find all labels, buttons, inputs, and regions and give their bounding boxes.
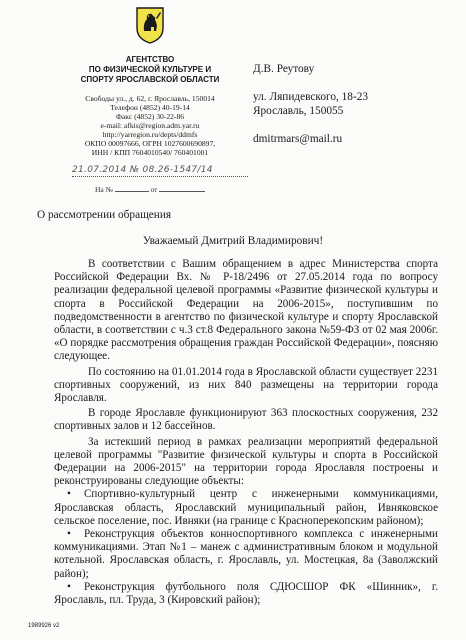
list-item (54, 581, 438, 607)
agency-inn-kpp: ИНН / КПП 7604010540/ 760401001 (91, 148, 209, 157)
body-paragraph: В городе Ярославле функционируют 363 плоскостных сооружения, 232 спортивных залов и 12 бассейнов. (54, 407, 438, 433)
letter-subject: О рассмотрении обращения (37, 209, 172, 221)
yaroslavl-bear-crest-icon (135, 6, 165, 44)
agency-phone: Телефон (4852) 40-19-14 (110, 103, 190, 112)
agency-okpo-ogrn: ОКПО 00097666, ОГРН 1027600690897, (84, 139, 216, 148)
agency-email: e-mail: afkis@region.adm.yar.ru (100, 121, 200, 130)
agency-title-line: СПОРТУ ЯРОСЛАВСКОЙ ОБЛАСТИ (80, 75, 220, 84)
list-item-text: Реконструкция объектов конноспортивного комплекса с инженерными коммуникациями. Этап №1 – манеж с административным блоком и модульной котельной. Ярославская область, г. Ярославль, ул. Мостецкая, 8а (Заволжский район); (54, 528, 438, 580)
agency-website: http://yarregion.ru/depts/ddmfs (102, 130, 198, 139)
bullet-icon: • (67, 528, 71, 541)
reference-number-blank (115, 184, 149, 192)
agency-title (62, 55, 238, 85)
recipient-city: Ярославль, 150055 (253, 105, 344, 117)
recipient-name: Д.В. Реутову (253, 63, 315, 75)
reference-line (95, 184, 205, 194)
registration-number: 21.07.2014 № 08.26-1547/14 (72, 165, 213, 175)
list-item-text: Реконструкция футбольного поля СДЮСШОР ФК «Шинник», г. Ярославль, пл. Труда, 3 (Кировский район); (54, 580, 438, 607)
bullet-icon: • (67, 580, 71, 593)
document-code: 1989926 v2 (28, 623, 60, 629)
agency-address: Свободы ул., д. 62, г. Ярославль, 150014 (85, 94, 215, 103)
list-item-text: Спортивно-культурный центр с инженерными коммуникациями, Ярославская область, Ярославский муниципальный район, Ивняковское сельское поселение, пос. Ивняки (на границе с Красноперекопским районом); (54, 488, 438, 527)
bullet-icon: • (67, 488, 71, 501)
letter-greeting: Уважаемый Дмитрий Владимирович! (142, 235, 324, 247)
body-paragraph: В соответствии с Вашим обращением в адрес Министерства спорта Российской Федерации Вх. № Р-18/2496 от 27.05.2014 года по вопросу реализации федеральной целевой программы «Развитие физической культуры и спорта в Российской Федерации на 2006-2015», поступившим по подведомственности в агентство по физической культуре и спорту Ярославской области, в соответствии с ч.3 ст.8 Федерального закона №59-ФЗ от 02 мая 2006г. «О порядке рассмотрения обращения граждан Российской Федерации», поясняю следующее. (54, 258, 438, 363)
registration-rule (72, 176, 248, 177)
reference-prefix: На № (95, 185, 113, 194)
recipient-block (253, 62, 368, 146)
letter-body (54, 258, 438, 607)
list-item (54, 528, 438, 581)
list-item (54, 488, 438, 528)
body-paragraph: По состоянию на 01.01.2014 года в Ярославской области существует 2231 спортивных сооружений, из них 840 размещены на территории города Ярославля. (54, 365, 438, 405)
reference-from-label: от (150, 185, 158, 194)
agency-contacts (62, 94, 238, 157)
recipient-spacer (253, 76, 368, 90)
recipient-spacer (253, 118, 368, 132)
recipient-email[interactable]: dmitrmars@mail.ru (253, 133, 343, 145)
body-paragraph: За истекший период в рамках реализации мероприятий федеральной целевой программы "Развитие физической культуры и спорта в Российской Федерации на 2006-2015" на территории города Ярославля построены и реконструированы следующие объекты: (54, 435, 438, 488)
recipient-street: ул. Ляпидевского, 18-23 (253, 91, 368, 103)
reference-date-blank (159, 184, 205, 192)
agency-title-line: ПО ФИЗИЧЕСКОЙ КУЛЬТУРЕ И (88, 65, 212, 74)
agency-fax: Факс (4852) 30-22-86 (115, 112, 185, 121)
agency-title-line: АГЕНТСТВО (125, 55, 175, 64)
